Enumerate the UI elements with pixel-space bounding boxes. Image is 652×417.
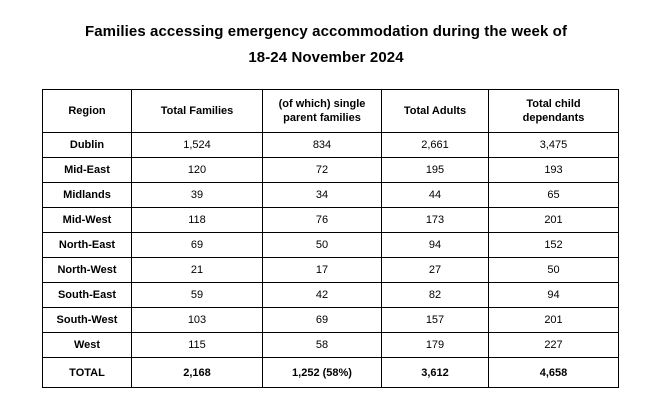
cell-total-adults: 82 [382, 283, 489, 308]
table-row-midlands [43, 183, 619, 208]
cell-single-parent: 72 [263, 158, 382, 183]
cell-region: South-East [43, 283, 132, 308]
cell-total-families: 21 [132, 258, 263, 283]
cell-region-total: TOTAL [43, 358, 132, 388]
cell-total-families: 120 [132, 158, 263, 183]
cell-child-dependants: 65 [489, 183, 619, 208]
cell-total-families-total: 2,168 [132, 358, 263, 388]
cell-child-dependants: 50 [489, 258, 619, 283]
table-row-dublin [43, 133, 619, 158]
cell-total-adults: 94 [382, 233, 489, 258]
cell-region: Mid-West [43, 208, 132, 233]
col-header-total-child-dependants: Total child dependants [489, 90, 619, 133]
cell-child-dependants: 193 [489, 158, 619, 183]
col-header-total-families: Total Families [132, 90, 263, 133]
cell-child-dependants: 201 [489, 208, 619, 233]
cell-total-adults: 195 [382, 158, 489, 183]
cell-total-families: 115 [132, 333, 263, 358]
cell-total-families: 69 [132, 233, 263, 258]
cell-single-parent: 58 [263, 333, 382, 358]
table-row-north-west [43, 258, 619, 283]
cell-total-families: 103 [132, 308, 263, 333]
cell-region: North-West [43, 258, 132, 283]
cell-total-families: 59 [132, 283, 263, 308]
cell-child-dependants-total: 4,658 [489, 358, 619, 388]
table-row-south-east [43, 283, 619, 308]
cell-region: Mid-East [43, 158, 132, 183]
table-row-south-west [43, 308, 619, 333]
cell-total-adults: 179 [382, 333, 489, 358]
cell-single-parent: 17 [263, 258, 382, 283]
cell-single-parent: 50 [263, 233, 382, 258]
cell-total-adults: 2,661 [382, 133, 489, 158]
table-row-north-east [43, 233, 619, 258]
cell-region: Midlands [43, 183, 132, 208]
cell-region: South-West [43, 308, 132, 333]
cell-child-dependants: 201 [489, 308, 619, 333]
cell-region: North-East [43, 233, 132, 258]
cell-total-adults: 173 [382, 208, 489, 233]
table-row-west [43, 333, 619, 358]
cell-child-dependants: 3,475 [489, 133, 619, 158]
cell-total-families: 1,524 [132, 133, 263, 158]
cell-total-adults: 27 [382, 258, 489, 283]
cell-child-dependants: 227 [489, 333, 619, 358]
cell-single-parent: 34 [263, 183, 382, 208]
cell-region: West [43, 333, 132, 358]
cell-single-parent: 834 [263, 133, 382, 158]
cell-total-adults: 44 [382, 183, 489, 208]
cell-region: Dublin [43, 133, 132, 158]
table-row-mid-east [43, 158, 619, 183]
table-header-row [43, 90, 619, 133]
table-row-mid-west [43, 208, 619, 233]
cell-single-parent: 69 [263, 308, 382, 333]
col-header-region: Region [43, 90, 132, 133]
cell-total-families: 39 [132, 183, 263, 208]
cell-total-families: 118 [132, 208, 263, 233]
col-header-total-adults: Total Adults [382, 90, 489, 133]
cell-child-dependants: 152 [489, 233, 619, 258]
col-header-single-parent-families: (of which) single parent families [263, 90, 382, 133]
cell-single-parent: 76 [263, 208, 382, 233]
table-total-row [43, 358, 619, 388]
cell-single-parent-total: 1,252 (58%) [263, 358, 382, 388]
title-line-1: Families accessing emergency accommodation during the week of [84, 23, 568, 40]
page-title [26, 19, 626, 71]
emergency-accommodation-table [42, 89, 619, 388]
cell-single-parent: 42 [263, 283, 382, 308]
title-line-2: 18-24 November 2024 [248, 49, 404, 66]
cell-total-adults: 157 [382, 308, 489, 333]
cell-total-adults-total: 3,612 [382, 358, 489, 388]
cell-child-dependants: 94 [489, 283, 619, 308]
